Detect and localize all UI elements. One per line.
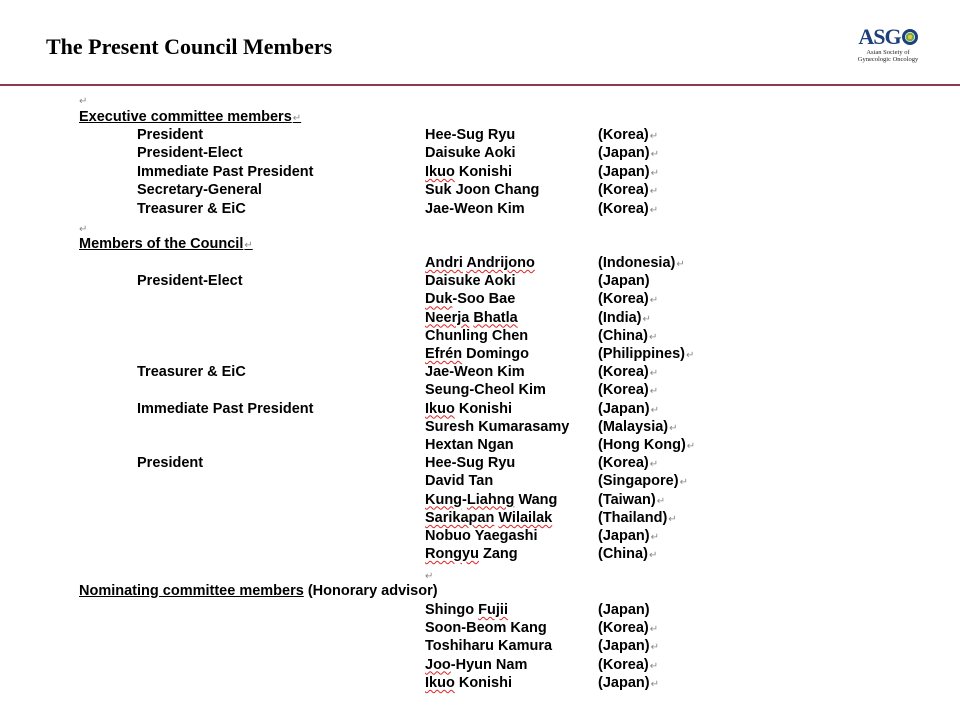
council-member-name: Hee-Sug Ryu	[425, 455, 516, 472]
council-member-country: (Singapore)↵	[598, 473, 688, 490]
executive-role: President-Elect	[137, 145, 243, 162]
council-member-name: Rongyu Zang	[425, 546, 518, 563]
council-member-name: Ikuo Konishi	[425, 400, 513, 417]
council-role: Immediate Past President	[137, 400, 314, 417]
paragraph-mark: ↵	[79, 224, 88, 235]
council-member-country: (Thailand)↵	[598, 509, 677, 526]
executive-role: President	[137, 127, 204, 143]
paragraph-mark: ↵	[650, 149, 659, 161]
paragraph-mark: ↵	[679, 477, 688, 489]
council-member-name: Neerja Bhatla	[425, 309, 518, 326]
paragraph-mark: ↵	[649, 386, 659, 398]
council-member-name: Suresh Kumarasamy	[425, 418, 570, 435]
paragraph-mark: ↵	[79, 96, 88, 107]
paragraph-mark: ↵	[649, 459, 659, 471]
paragraph-mark: ↵	[650, 532, 659, 543]
nominating-heading	[79, 582, 438, 600]
logo-line-1: Asian Society of	[866, 49, 910, 56]
nominating-member-country: (Korea)↵	[598, 620, 659, 637]
paragraph-mark: ↵	[649, 368, 659, 380]
paragraph-mark: ↵	[650, 404, 659, 416]
council-member-country: (Korea)↵	[598, 364, 659, 381]
paragraph-mark: ↵	[642, 313, 651, 325]
council-role: President	[137, 455, 204, 472]
nominating-member-name: Joo-Hyun Nam	[425, 656, 528, 673]
council-member-name: Efrén Domingo	[425, 346, 529, 362]
council-member-country: (China)↵	[598, 327, 658, 344]
executive-heading: Executive committee members↵	[79, 109, 302, 125]
nominating-heading-suffix: (Honorary advisor)	[307, 583, 438, 599]
paragraph-mark: ↵	[649, 186, 659, 198]
council-member-country: (Taiwan)↵	[598, 491, 666, 508]
executive-member-country: (Japan)↵	[598, 145, 659, 162]
nominating-member-country: (Korea)↵	[598, 656, 659, 673]
paragraph-mark: ↵	[648, 331, 658, 343]
council-member-country: (China)↵	[598, 546, 658, 563]
executive-role: Treasurer & EiC	[137, 200, 246, 217]
paragraph-mark: ↵	[650, 167, 659, 179]
nominating-member-name: Soon-Beom Kang	[425, 620, 547, 637]
paragraph-mark: ↵	[649, 624, 659, 636]
council-member-name: Hextan Ngan	[425, 437, 514, 453]
council-role: Treasurer & EiC	[137, 364, 246, 381]
council-member-name: Seung-Cheol Kim	[425, 382, 546, 399]
paragraph-mark: ↵	[686, 441, 696, 452]
council-member-name: Kung-Liahng Wang	[425, 491, 558, 508]
council-member-country: (India)↵	[598, 309, 651, 326]
council-member-country: (Japan)	[598, 273, 650, 290]
slide-title: The Present Council Members	[46, 34, 333, 59]
paragraph-mark: ↵	[668, 513, 677, 525]
nominating-member-name: Shingo Fujii	[425, 602, 508, 618]
council-member-country: (Korea)↵	[598, 382, 659, 399]
nominating-member-country: (Japan)↵	[598, 638, 659, 655]
paragraph-mark: ↵	[686, 350, 695, 361]
council-member-name: Nobuo Yaegashi	[425, 528, 538, 544]
council-member-name: Andri Andrijono	[425, 255, 535, 271]
council-member-name: Daisuke Aoki	[425, 273, 516, 290]
paragraph-mark: ↵	[656, 495, 666, 507]
council-member-country: (Indonesia)↵	[598, 255, 685, 271]
paragraph-mark: ↵	[650, 678, 659, 690]
paragraph-mark: ↵	[649, 295, 659, 307]
council-member-country: (Philippines)↵	[598, 346, 695, 362]
nominating-member-name: Ikuo Konishi	[425, 674, 513, 691]
council-member-country: (Japan)↵	[598, 528, 659, 544]
council-member-country: (Malaysia)↵	[598, 418, 678, 435]
paragraph-mark: ↵	[650, 642, 659, 654]
executive-member-name: Ikuo Konishi	[425, 163, 513, 180]
paragraph-mark: ↵	[648, 550, 658, 562]
council-role: President-Elect	[137, 273, 243, 290]
council-member-country: (Korea)↵	[598, 291, 659, 308]
executive-member-name: Suk Joon Chang	[425, 182, 540, 199]
nominating-heading-title: Nominating committee members	[79, 583, 304, 599]
paragraph-mark: ↵	[425, 571, 434, 582]
executive-member-country: (Korea)↵	[598, 182, 659, 199]
paragraph-mark: ↵	[292, 113, 302, 124]
nominating-member-country: (Japan)↵	[598, 674, 659, 691]
council-member-country: (Hong Kong)↵	[598, 437, 696, 453]
executive-role: Secretary-General	[137, 182, 262, 199]
logo-mark: AS G	[858, 26, 917, 48]
council-member-name: Sarikapan Wilailak	[425, 509, 553, 526]
executive-member-country: (Korea)↵	[598, 127, 659, 143]
paragraph-mark: ↵	[669, 422, 678, 434]
paragraph-mark: ↵	[244, 240, 253, 251]
council-member-name: David Tan	[425, 473, 494, 490]
logo-line-2: Gynecologic Oncology	[857, 56, 919, 63]
executive-member-name: Jae-Weon Kim	[425, 200, 525, 217]
paragraph-mark: ↵	[649, 660, 659, 672]
executive-member-name: Hee-Sug Ryu	[425, 127, 516, 143]
council-member-country: (Korea)↵	[598, 455, 659, 472]
executive-member-name: Daisuke Aoki	[425, 145, 516, 162]
council-member-name: Duk-Soo Bae	[425, 291, 516, 308]
paragraph-mark: ↵	[649, 204, 659, 216]
council-member-name: Chunling Chen	[425, 327, 529, 344]
council-member-country: (Japan)↵	[598, 400, 659, 417]
nominating-member-country: (Japan)	[598, 602, 650, 618]
executive-member-country: (Japan)↵	[598, 163, 659, 180]
nominating-member-name: Toshiharu Kamura	[425, 638, 553, 655]
executive-member-country: (Korea)↵	[598, 200, 659, 217]
paragraph-mark: ↵	[676, 259, 685, 270]
council-heading: Members of the Council↵	[79, 236, 253, 252]
council-member-name: Jae-Weon Kim	[425, 364, 525, 381]
executive-role: Immediate Past President	[137, 163, 314, 180]
paragraph-mark: ↵	[649, 131, 659, 142]
